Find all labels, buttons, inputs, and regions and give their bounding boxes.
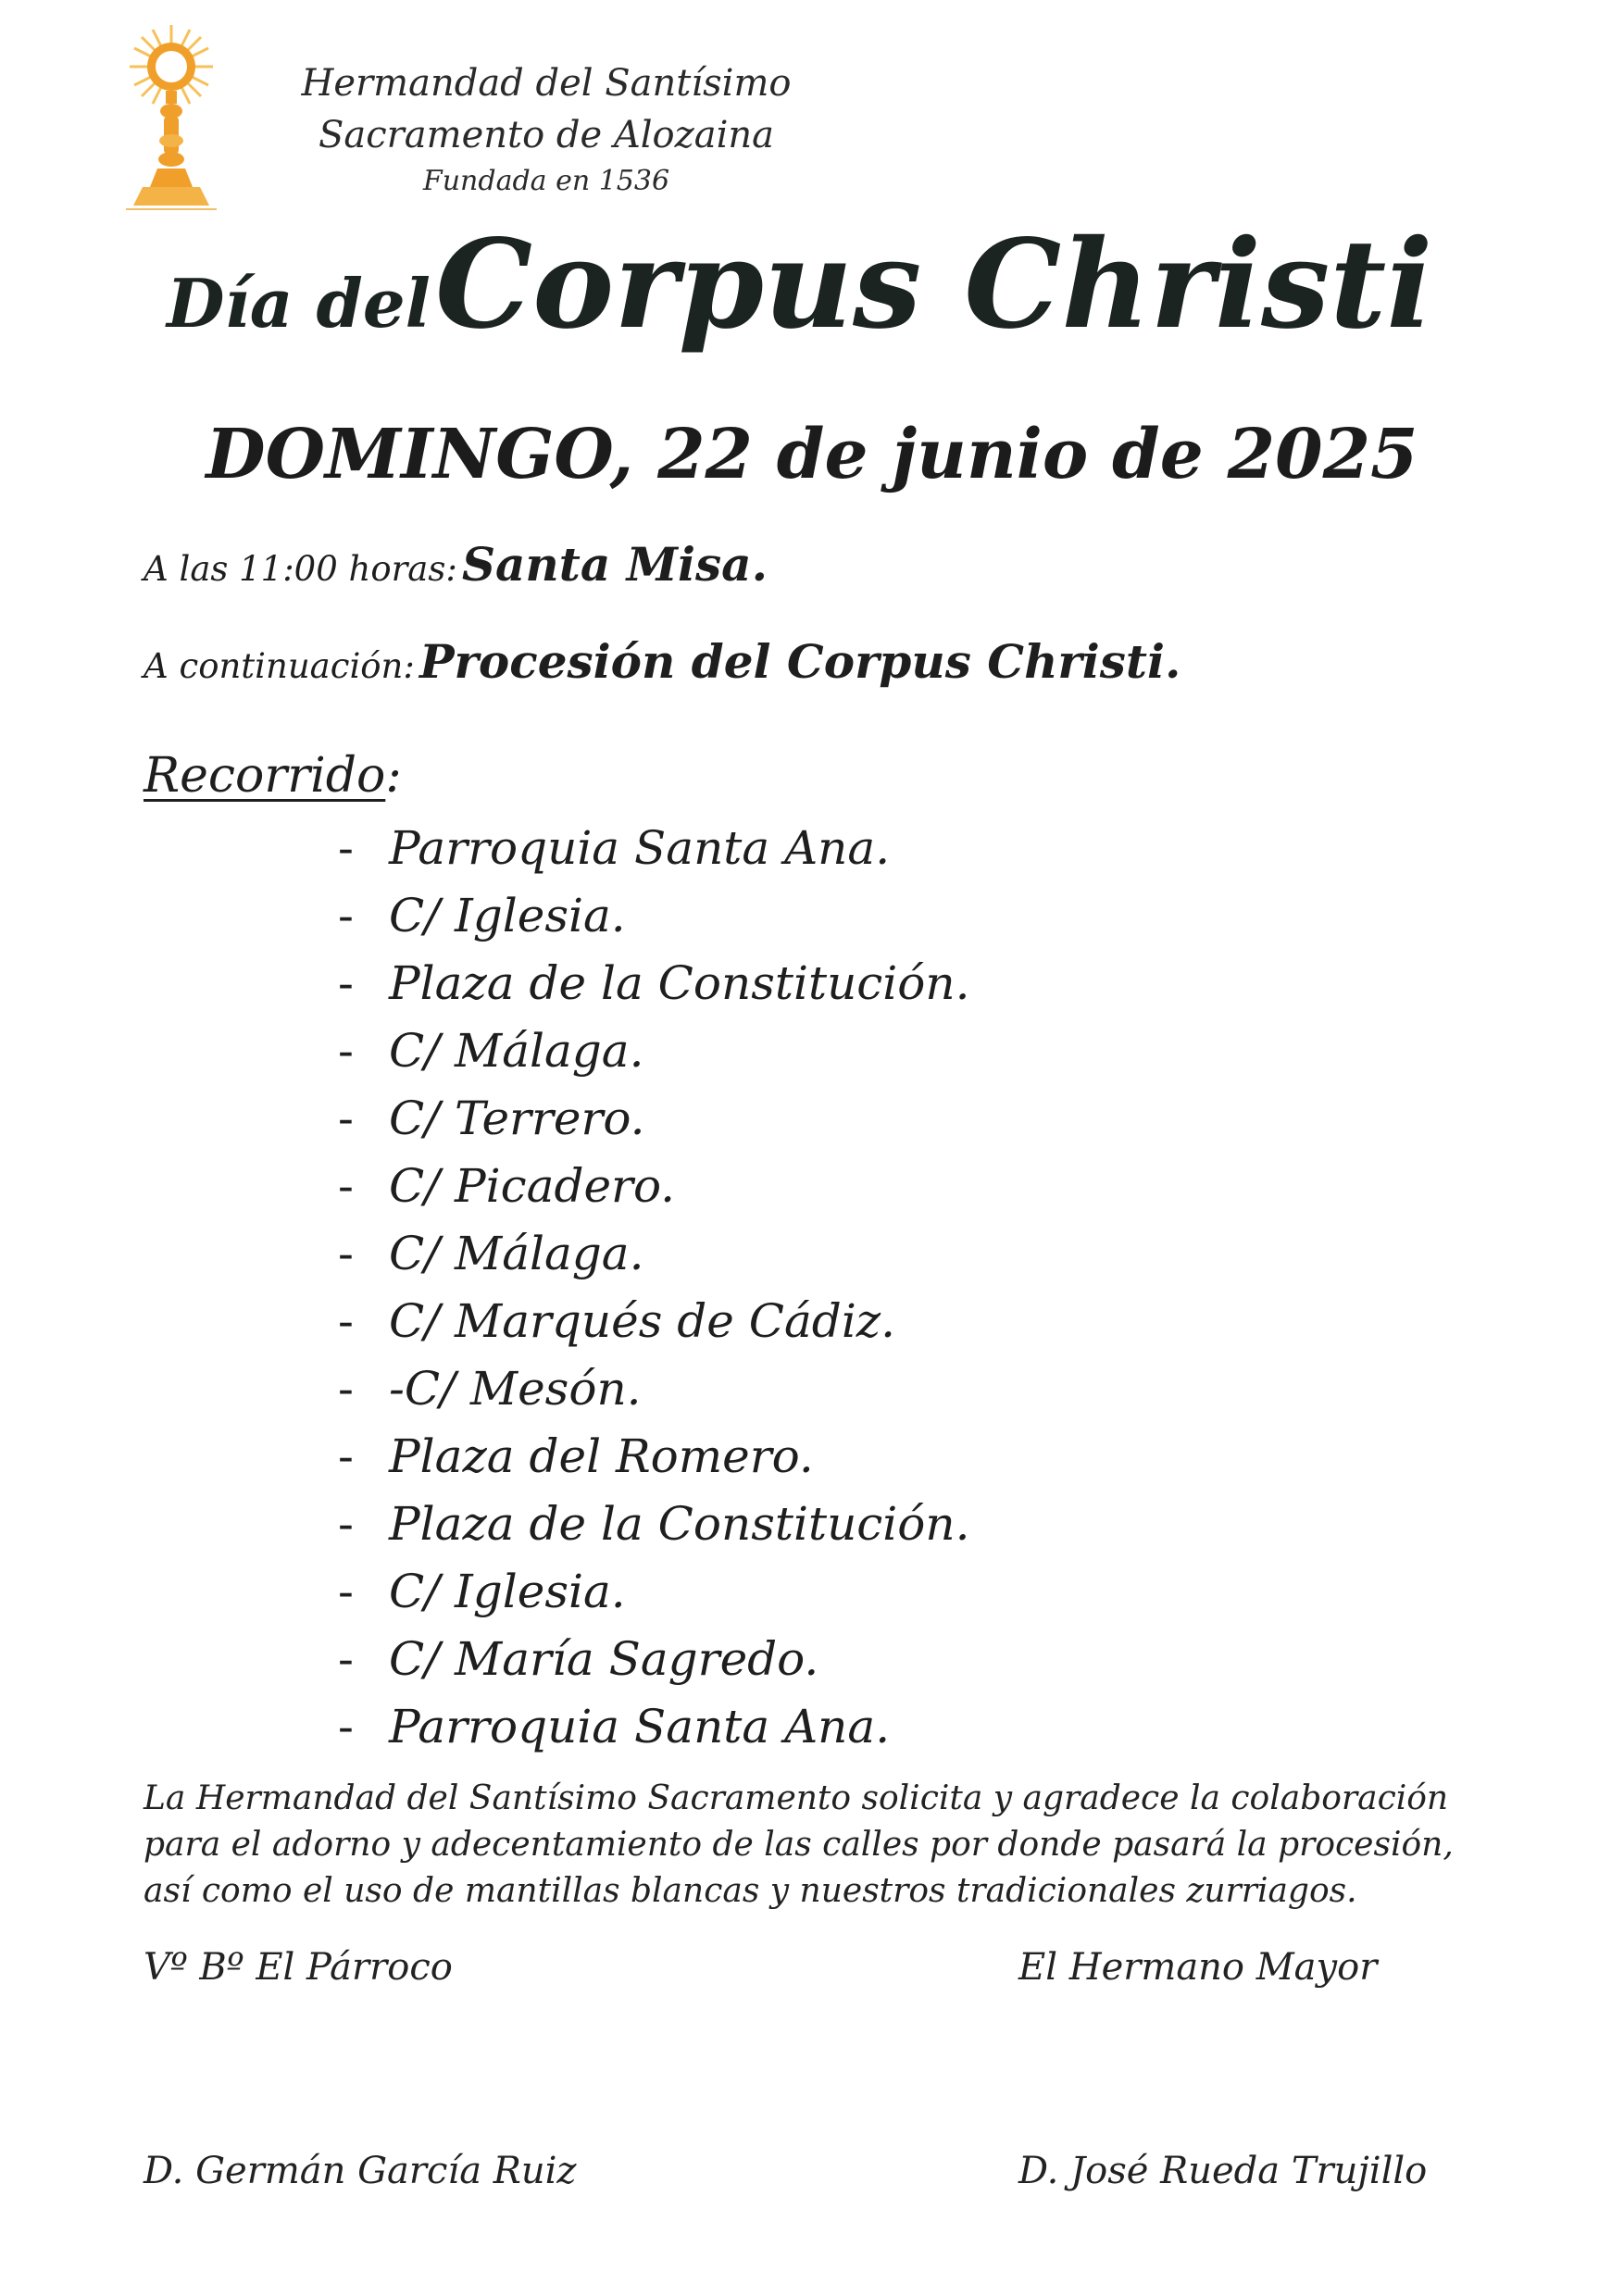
route-stop-text: C/ Iglesia. (389, 889, 626, 942)
route-stop-text: C/ Marqués de Cádiz. (389, 1294, 896, 1348)
signature-title-brother-major: El Hermano Mayor (1018, 1946, 1378, 1989)
route-stop (338, 1085, 969, 1153)
bullet-dash: - (338, 1092, 354, 1145)
route-heading-text: Recorrido (144, 748, 386, 804)
route-stop (338, 1491, 969, 1558)
title-main: Corpus Christi (435, 213, 1433, 356)
bullet-dash: - (338, 1497, 354, 1551)
route-stop-text: C/ Terrero. (389, 1092, 645, 1145)
route-stop (338, 882, 969, 950)
route-stop (338, 1423, 969, 1491)
route-stop (338, 1558, 969, 1626)
bullet-dash: - (338, 1632, 354, 1686)
route-stop (338, 1153, 969, 1220)
route-stop-text: Plaza del Romero. (389, 1429, 814, 1483)
event-time-label: A continuación: (144, 646, 415, 686)
monstrance-icon (120, 20, 222, 215)
route-stop (338, 1355, 969, 1423)
route-stop-text: C/ Picadero. (389, 1159, 676, 1213)
bullet-dash: - (338, 1565, 354, 1618)
bullet-dash: - (338, 1362, 354, 1416)
brotherhood-header (231, 57, 861, 202)
founded-year: Fundada en 1536 (422, 165, 670, 197)
signature-title-parish-priest: Vº Bº El Párroco (144, 1946, 453, 1989)
event-time-label: A las 11:00 horas: (144, 549, 457, 589)
route-stop (338, 1693, 969, 1761)
bullet-dash: - (338, 1700, 354, 1753)
route-stop-text: -C/ Mesón. (389, 1362, 642, 1416)
brotherhood-name-line2: Sacramento de Alozaina (319, 114, 774, 156)
signature-name-brother-major: D. José Rueda Trujillo (1018, 2150, 1428, 2192)
title-prefix: Día del (167, 264, 431, 343)
bullet-dash: - (338, 889, 354, 942)
bullet-dash: - (338, 1227, 354, 1280)
event-name: Santa Misa. (461, 537, 768, 592)
route-list (338, 815, 969, 1761)
note-line: La Hermandad del Santísimo Sacramento solicita y agradece la colaboración (144, 1779, 1449, 1817)
route-stop (338, 1220, 969, 1288)
route-stop (338, 1288, 969, 1355)
bullet-dash: - (338, 1294, 354, 1348)
note-line: así como el uso de mantillas blancas y nuestros tradicionales zurriagos. (144, 1872, 1357, 1910)
event-mass (144, 537, 768, 592)
route-stop-text: Parroquia Santa Ana. (389, 821, 891, 875)
bullet-dash: - (338, 821, 354, 875)
route-stop (338, 1017, 969, 1085)
brotherhood-name-line1: Hermandad del Santísimo (301, 62, 792, 105)
brotherhood-request-note (144, 1776, 1514, 1915)
bullet-dash: - (338, 1024, 354, 1078)
event-date: DOMINGO, 22 de junio de 2025 (206, 415, 1418, 494)
event-name: Procesión del Corpus Christi. (418, 634, 1181, 689)
route-stop-text: C/ Málaga. (389, 1024, 644, 1078)
bullet-dash: - (338, 1429, 354, 1483)
route-stop-text: C/ Málaga. (389, 1227, 644, 1280)
event-procession (144, 634, 1181, 689)
route-heading-colon: : (385, 748, 402, 804)
route-stop-text: Plaza de la Constitución. (389, 956, 970, 1010)
route-stop-text: Parroquia Santa Ana. (389, 1700, 891, 1753)
bullet-dash: - (338, 956, 354, 1010)
page-title (167, 213, 1509, 356)
route-stop (338, 1626, 969, 1693)
route-stop-text: C/ Iglesia. (389, 1565, 626, 1618)
note-line: para el adorno y adecentamiento de las calles por donde pasará la procesión, (144, 1826, 1454, 1864)
signature-name-parish-priest: D. Germán García Ruiz (144, 2150, 577, 2192)
bullet-dash: - (338, 1159, 354, 1213)
route-stop (338, 815, 969, 882)
route-stop (338, 950, 969, 1017)
route-stop-text: C/ María Sagredo. (389, 1632, 819, 1686)
route-heading (144, 748, 402, 804)
route-stop-text: Plaza de la Constitución. (389, 1497, 970, 1551)
